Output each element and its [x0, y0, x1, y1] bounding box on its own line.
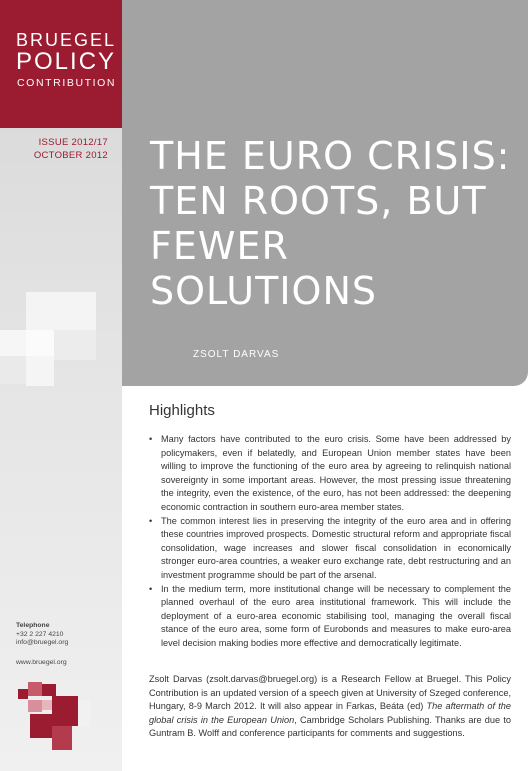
decorative-square [26, 330, 54, 356]
decorative-square [54, 330, 96, 360]
phone-number: +32 2 227 4210 [16, 630, 64, 638]
title-line: FEWER SOLUTIONS [150, 224, 377, 313]
highlight-item: • The common interest lies in preserving the integrity of the euro area and in offering these countries improved prospects. Domestic structural reform and appropriate fiscal consolidation, wage increases and slower fiscal consolidation in economically stronger euro-area countries, a weaker euro exchange rate, debt restructuring and an investment programme should be part of the arsenal. [149, 515, 511, 583]
logo-square [78, 700, 90, 726]
highlights-heading: Highlights [149, 402, 215, 419]
author-name: ZSOLT DARVAS [193, 349, 280, 360]
email-link[interactable]: info@bruegel.org [16, 639, 69, 647]
document-title [150, 134, 520, 314]
decorative-square [26, 292, 96, 330]
brand-name: BRUEGEL [16, 30, 117, 50]
highlight-item: • In the medium term, more institutional change will be necessary to complement the planned overhaul of the euro area institutional framework. This will include the deployment of a euro-area economic stabilising tool, managing the overall fiscal stance of the euro area, some form of Eurobonds and measures to make euro-area level decision making bodies more effective and democratically legitimate. [149, 583, 511, 651]
logo-square [52, 726, 72, 750]
logo-square [42, 700, 52, 710]
logo-square [28, 700, 42, 712]
decorative-square [26, 356, 54, 386]
logo-square [42, 684, 56, 696]
decorative-square [0, 330, 26, 356]
book-title: The aftermath of the global crisis in the European Union [149, 701, 512, 725]
logo-square [28, 682, 42, 696]
contact-block [16, 622, 68, 648]
brand-series: POLICY [16, 48, 117, 75]
website-link[interactable]: www.bruegel.org [16, 659, 67, 666]
author-bio [149, 673, 511, 741]
issue-date: OCTOBER 2012 [33, 150, 108, 161]
brand-block [0, 0, 122, 128]
bio-text: Zsolt Darvas (zsolt.darvas@bruegel.org) is a Research Fellow at Bruegel. This Policy Contribution is an updated version of a speech given at University of Szeged conference, Hungary, 8-9 March 2012. It will also appear in Farkas, Beáta (ed) [149, 674, 511, 712]
logo-square [30, 714, 52, 738]
phone-label: Telephone [16, 622, 50, 629]
decorative-square [0, 356, 26, 384]
logo-square [18, 689, 28, 699]
highlight-item: • Many factors have contributed to the euro crisis. Some have been addressed by policymakers, even if belatedly, and European Union member states have been willing to improve the functioning of the euro area by agreeing to relinquish national sovereignty in some important areas. However, the most pressing issue threatening the integrity, even the existence, of the euro, has not been addressed: the deepening economic contraction in southern euro-area member states. [149, 433, 511, 515]
issue-number: ISSUE 2012/17 [38, 137, 108, 148]
title-line: TEN ROOTS, BUT [150, 179, 487, 223]
logo-square [52, 696, 78, 726]
brand-type: CONTRIBUTION [17, 77, 117, 89]
title-line: THE EURO CRISIS: [150, 134, 511, 178]
bio-text-end: , Cambridge Scholars Publishing. Thanks are due to Guntram B. Wolff and conference participants for comments and suggestions. [149, 714, 511, 739]
highlights-list [149, 433, 511, 651]
